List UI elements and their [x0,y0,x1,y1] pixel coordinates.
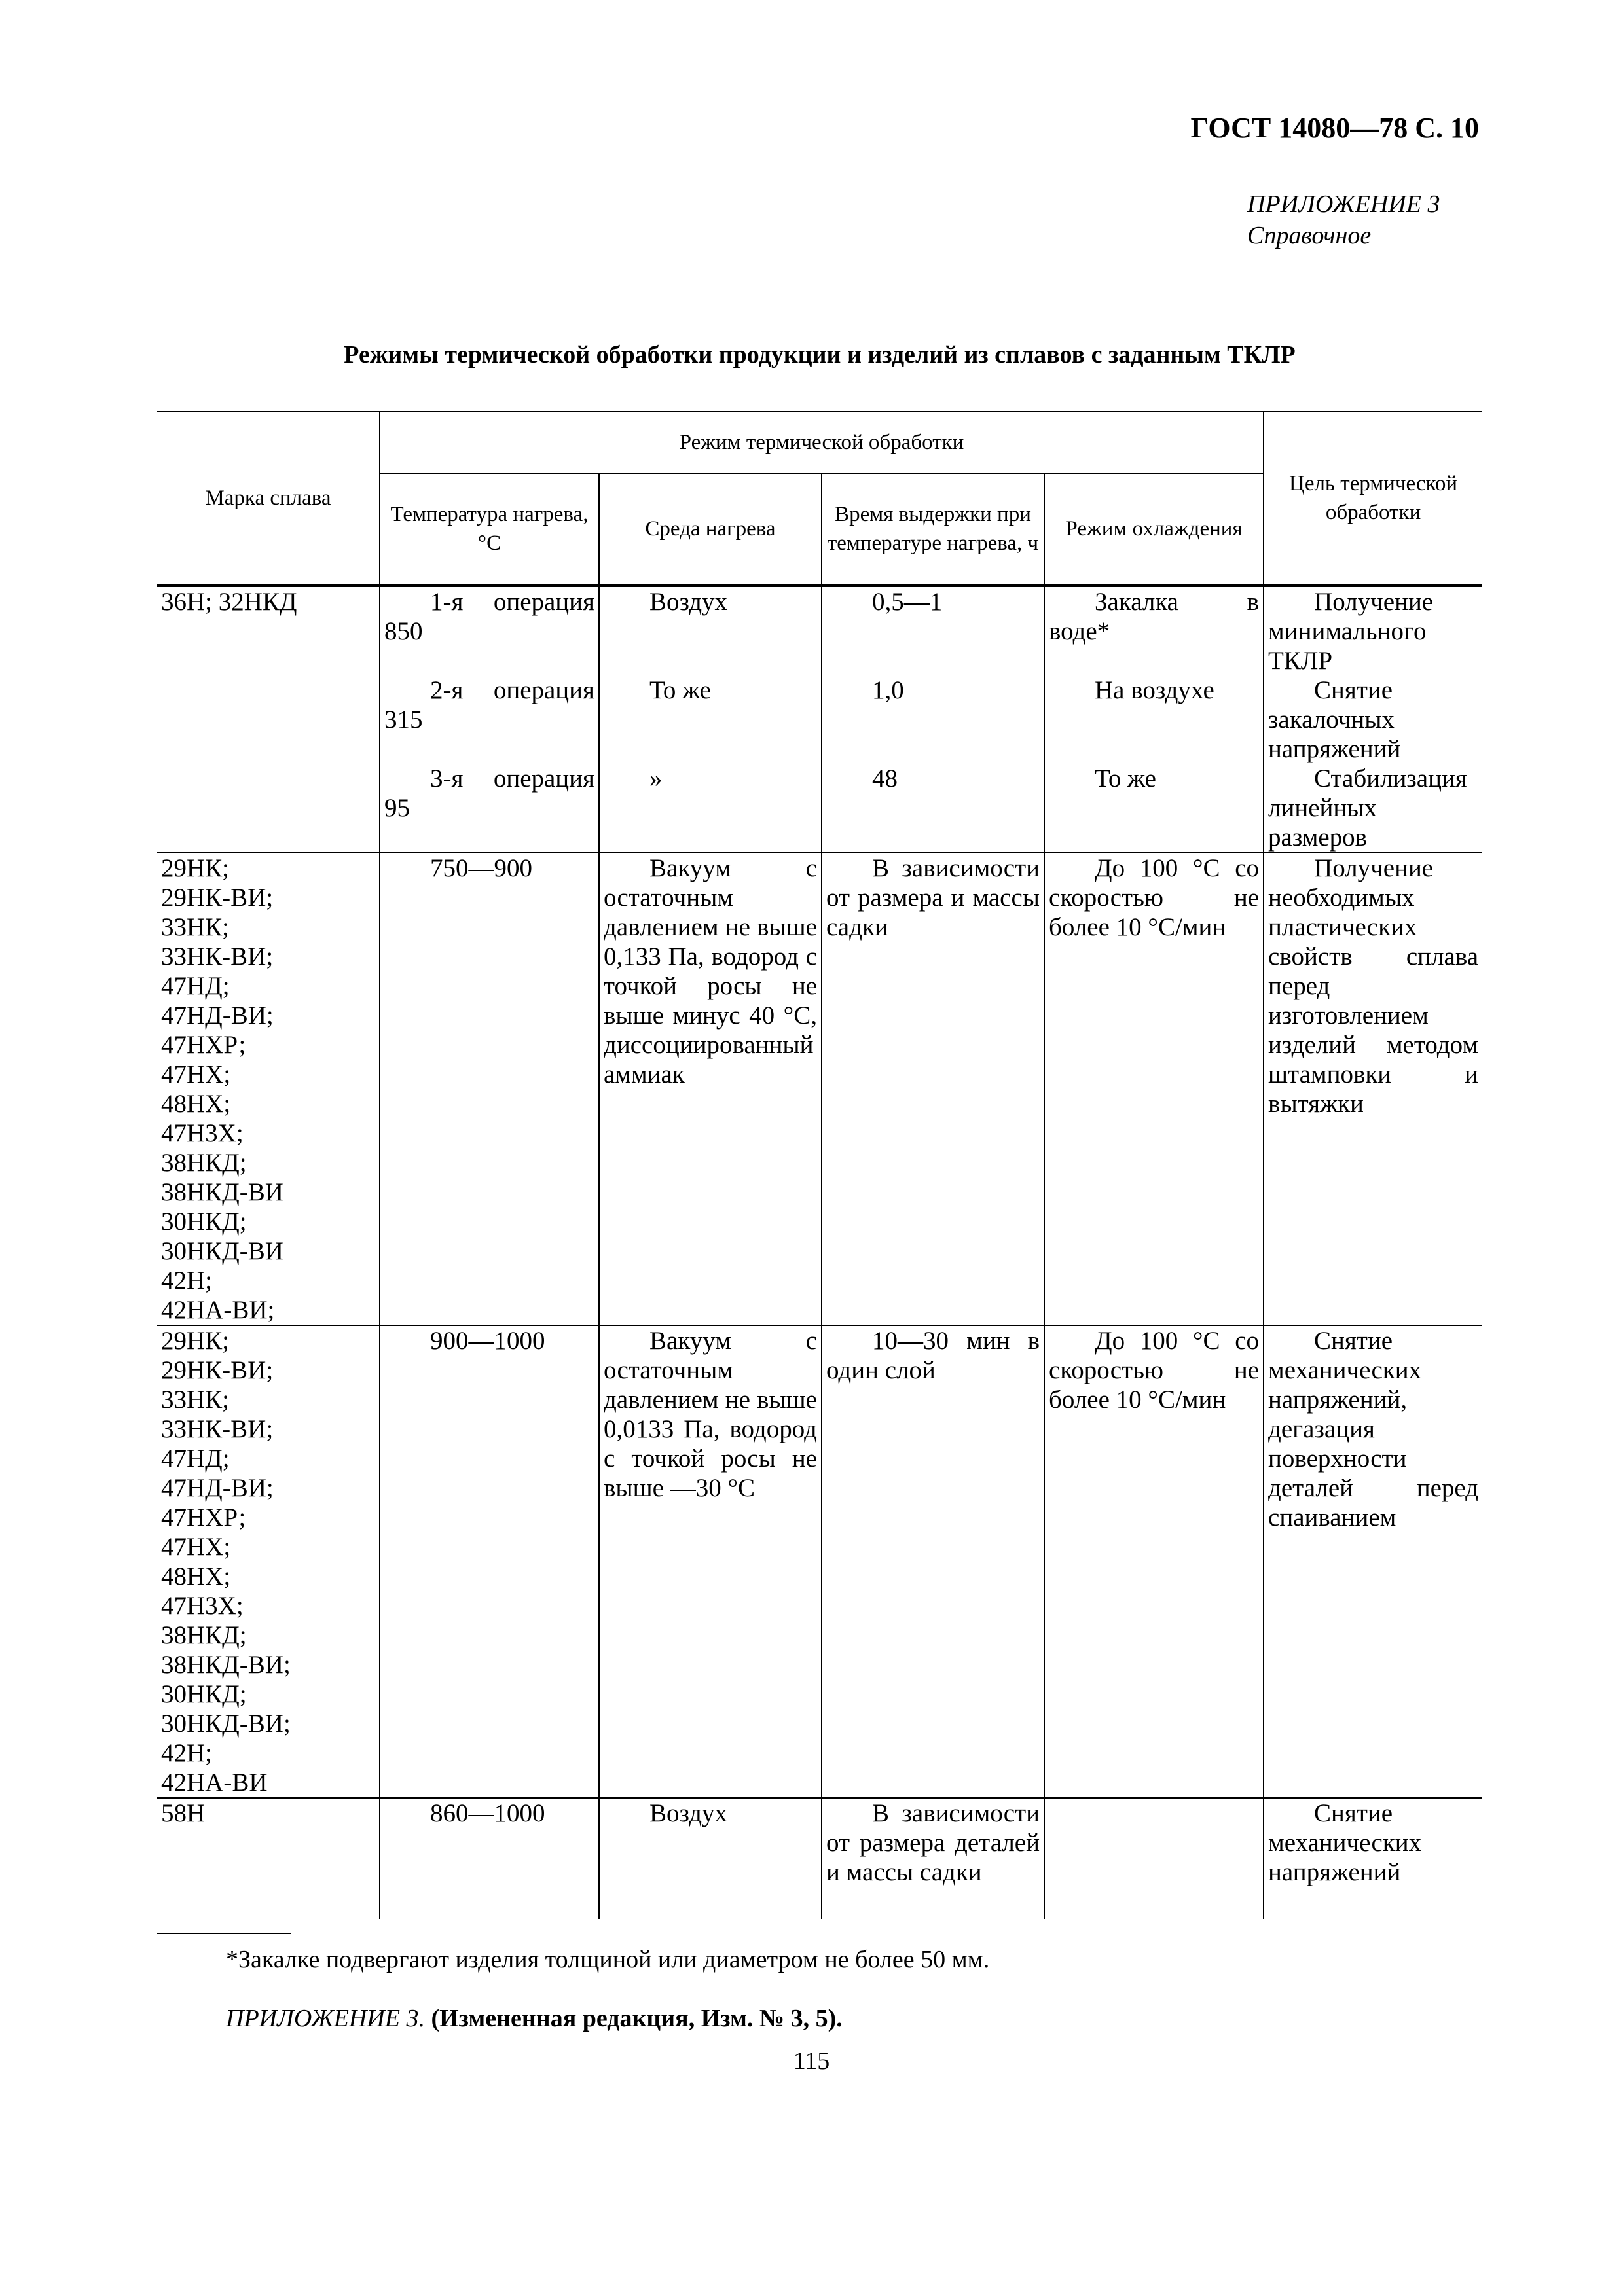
header-temperature: Температура нагрева, °С [380,473,599,586]
header-mode-group: Режим термической обработки [380,412,1264,473]
edition-note [226,2004,843,2033]
cell-hold-time: 1,0 [822,675,1044,764]
cell-medium: То же [599,675,822,764]
cell-cooling: До 100 °С со скоростью не более 10 °С/мин [1044,1325,1264,1798]
cell-temperature: 1-я операция 850 [380,586,599,676]
footnote: *Закалке подвергают изделия толщиной или диаметром не более 50 мм. [226,1946,990,1973]
cell-grade: 58Н [157,1798,380,1919]
cell-medium: Вакуум с остаточным давлением не выше 0,0133 Па, водород с точкой росы не выше —30 °С [599,1325,822,1798]
cell-hold-time: В зависимости от размера и массы садки [822,853,1044,1325]
appendix-label: ПРИЛОЖЕНИЕ 3 [1247,190,1440,218]
cell-purpose: Получение необходимых пластических свойств сплава перед изготовлением изделий методом штамповки и вытяжки [1264,853,1482,1325]
edition-note-text: (Измененная редакция, Изм. № 3, 5). [431,2005,843,2032]
edition-note-label: ПРИЛОЖЕНИЕ 3. [226,2005,425,2032]
cell-cooling [1044,1798,1264,1919]
page-number: 115 [793,2047,830,2075]
cell-medium: Воздух [599,586,822,676]
header-grade: Марка сплава [157,412,380,586]
cell-cooling: До 100 °С со скоростью не более 10 °С/мин [1044,853,1264,1325]
header-medium: Среда нагрева [599,473,822,586]
cell-temperature: 750—900 [380,853,599,1325]
cell-purpose: Снятие механических напряжений, дегазация поверхности деталей перед спаиванием [1264,1325,1482,1798]
cell-purpose: Получение минимального ТКЛР [1264,586,1482,676]
footnote-divider [157,1933,291,1934]
cell-purpose: Снятие механических напряжений [1264,1798,1482,1919]
cell-grade: 36Н; 32НКД [161,588,297,616]
cell-temperature: 900—1000 [380,1325,599,1798]
cell-cooling: То же [1044,764,1264,853]
cell-hold-time: 48 [822,764,1044,853]
cell-hold-time: В зависимости от размера деталей и массы садки [822,1798,1044,1919]
table-row [157,1325,1482,1798]
cell-purpose: Снятие закалочных напряжений [1264,675,1482,764]
cell-hold-time: 0,5—1 [822,586,1044,676]
cell-cooling: На воздухе [1044,675,1264,764]
table-row [157,853,1482,1325]
cell-medium: Воздух [599,1798,822,1919]
header-purpose: Цель термической обработки [1264,412,1482,586]
cell-temperature: 860—1000 [380,1798,599,1919]
header-cooling: Режим охлаждения [1044,473,1264,586]
table-title: Режимы термической обработки продукции и изделий из сплавов с заданным ТКЛР [344,341,1296,368]
cell-hold-time: 10—30 мин в один слой [822,1325,1044,1798]
appendix-type: Справочное [1247,222,1372,249]
cell-purpose: Стабилизация линейных размеров [1264,764,1482,853]
cell-grade-list: 29НК; 29НК-ВИ; 33НК; 33НК-ВИ; 47НД; 47НД-ВИ; 47НХР; 47НХ; 48НХ; 47Н3Х; 38НКД; 38НКД-ВИ 30НКД; 30НКД-ВИ 42Н; 42НА-ВИ; [157,853,380,1325]
table-row [157,1798,1482,1919]
heat-treatment-table [157,411,1482,1919]
cell-grade-list: 29НК; 29НК-ВИ; 33НК; 33НК-ВИ; 47НД; 47НД-ВИ; 47НХР; 47НХ; 48НХ; 47Н3Х; 38НКД; 38НКД-ВИ; 30НКД; 30НКД-ВИ; 42Н; 42НА-ВИ [157,1325,380,1798]
document-reference: ГОСТ 14080—78 С. 10 [1190,112,1479,144]
cell-temperature: 3-я операция 95 [380,764,599,853]
cell-temperature: 2-я операция 315 [380,675,599,764]
cell-medium: Вакуум с остаточным давлением не выше 0,133 Па, водород с точкой росы не выше минус 40 °С, диссоциированный аммиак [599,853,822,1325]
cell-cooling: Закалка в воде* [1044,586,1264,676]
header-hold-time: Время выдержки при температуре нагрева, ч [822,473,1044,586]
cell-medium: » [599,764,822,853]
table-row [157,586,1482,676]
